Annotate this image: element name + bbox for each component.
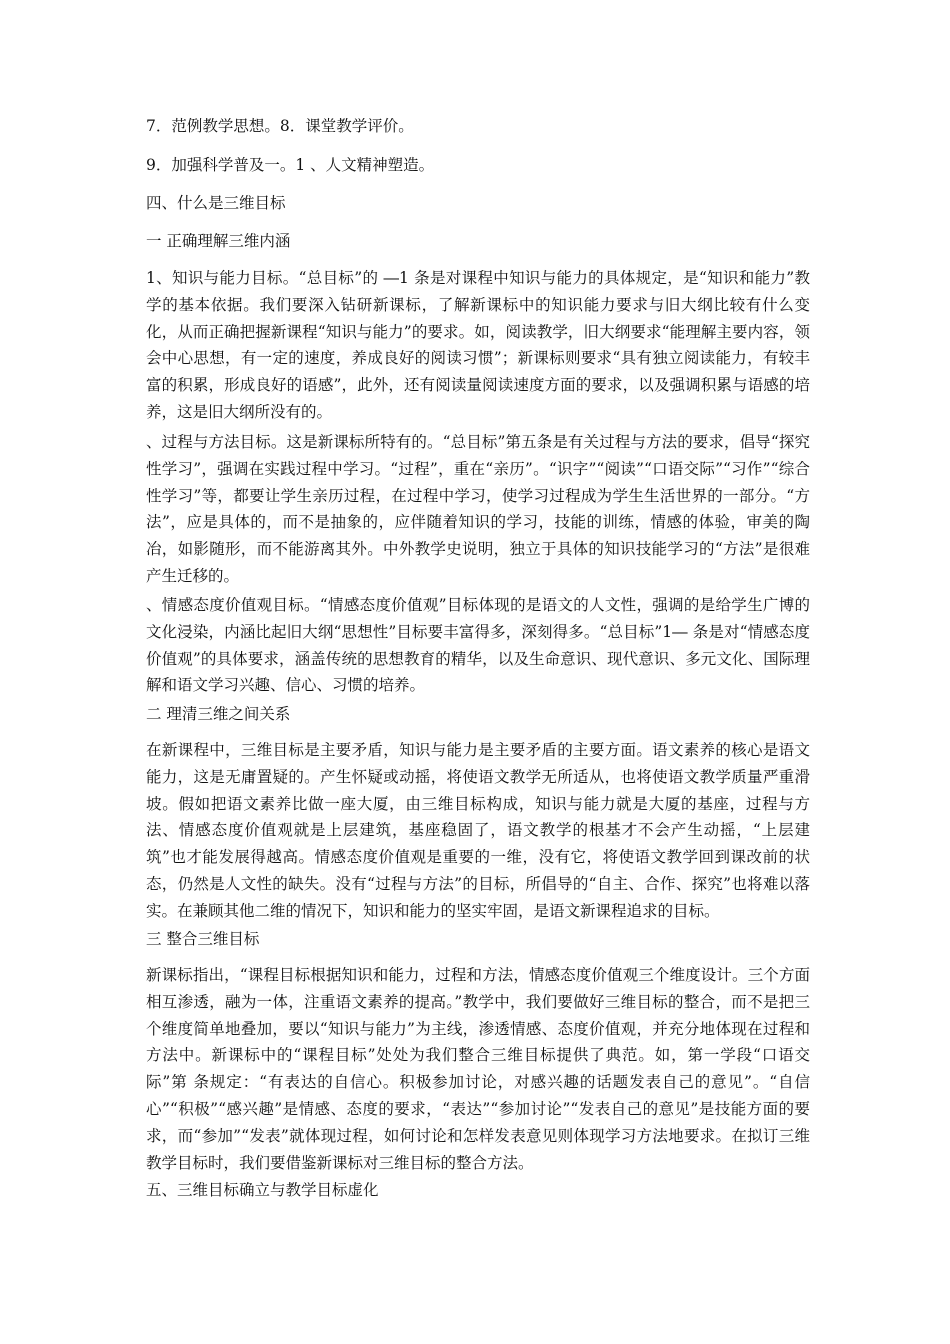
section-heading-4: 四、什么是三维目标	[146, 194, 286, 212]
paragraph-emotion-attitude-values: 、情感态度价值观目标。“情感态度价值观”目标体现的是语文的人文性，强调的是给学生广博的文化浸染，内涵比起旧大纲“思想性”目标要丰富得多，深刻得多。“总目标”1― 条是对“情感态度价值观”的具体要求，涵盖传统的思想教育的精华，以及生命意识、现代意识、多元文化、国际理解和语文学习兴趣、信心、习惯的培养。	[146, 596, 810, 695]
paragraph-integrate: 新课标指出，“课程目标根据知识和能力，过程和方法，情感态度价值观三个维度设计。三个方面相互渗透，融为一体，注重语文素养的提高。”教学中，我们要做好三维目标的整合，而不是把三个维度简单地叠加，要以“知识与能力”为主线，渗透情感、态度价值观，并充分地体现在过程和方法中。新课标中的“课程目标”处处为我们整合三维目标提供了典范。如，第一学段“口语交际”第 条规定：“有表达的自信心。积极参加讨论，对感兴趣的话题发表自己的意见”。“自信心”“积极”“感兴趣”是情感、态度的要求，“表达”“参加讨论”“发表自己的意见”是技能方面的要求，而“参加”“发表”就体现过程，如何讨论和怎样发表意见则体现学习方法地要求。在拟订三维教学目标时，我们要借鉴新课标对三维目标的整合方法。	[146, 966, 810, 1172]
paragraph-relationship: 在新课程中，三维目标是主要矛盾，知识与能力是主要矛盾的主要方面。语文素养的核心是语文能力，这是无庸置疑的。产生怀疑或动摇，将使语文教学无所适从，也将使语文教学质量严重滑坡。假如把语文素养比做一座大厦，由三维目标构成，知识与能力就是大厦的基座，过程与方法、情感态度价值观就是上层建筑，基座稳固了，语文教学的根基才不会产生动摇，“上层建筑”也才能发展得越高。情感态度价值观是重要的一维，没有它，将使语文教学回到课改前的状态，仍然是人文性的缺失。没有“过程与方法”的目标，所倡导的“自主、合作、探究”也将难以落实。在兼顾其他二维的情况下，知识和能力的坚实牢固，是语文新课程追求的目标。	[146, 741, 810, 920]
list-line-9-10: 9．加强科学普及一。1 、人文精神塑造。	[146, 156, 435, 174]
paragraph-process-method: 、过程与方法目标。这是新课标所特有的。“总目标”第五条是有关过程与方法的要求，倡导“探究性学习”，强调在实践过程中学习。“过程”，重在“亲历”。“识字”“阅读”“口语交际”“习作”“综合性学习”等，都要让学生亲历过程，在过程中学习，使学习过程成为学生生活世界的一部分。“方法”，应是具体的，而不是抽象的，应伴随着知识的学习，技能的训练，情感的体验，审美的陶冶，如影随形，而不能游离其外。中外教学史说明，独立于具体的知识技能学习的“方法”是很难产生迁移的。	[146, 433, 810, 585]
list-line-7-8: 7．范例教学思想。8．课堂教学评价。	[146, 117, 414, 135]
section-heading-5: 五、三维目标确立与教学目标虚化	[146, 1181, 379, 1199]
subheading-understand-three-dimensions: 一 正确理解三维内涵	[146, 232, 291, 250]
paragraph-knowledge-ability: 1、知识与能力目标。“总目标”的 ―1 条是对课程中知识与能力的具体规定，是“知识和能力”教学的基本依据。我们要深入钻研新课标，了解新课标中的知识能力要求与旧大纲比较有什么变化，从而正确把握新课程“知识与能力”的要求。如，阅读教学，旧大纲要求“能理解主要内容，领会中心思想，有一定的速度，养成良好的阅读习惯”；新课标则要求“具有独立阅读能力，有较丰富的积累，形成良好的语感”，此外，还有阅读量阅读速度方面的要求，以及强调积累与语感的培养，这是旧大纲所没有的。	[146, 269, 810, 421]
subheading-relationship: 二 理清三维之间关系	[146, 705, 291, 723]
subheading-integrate: 三 整合三维目标	[146, 930, 260, 948]
